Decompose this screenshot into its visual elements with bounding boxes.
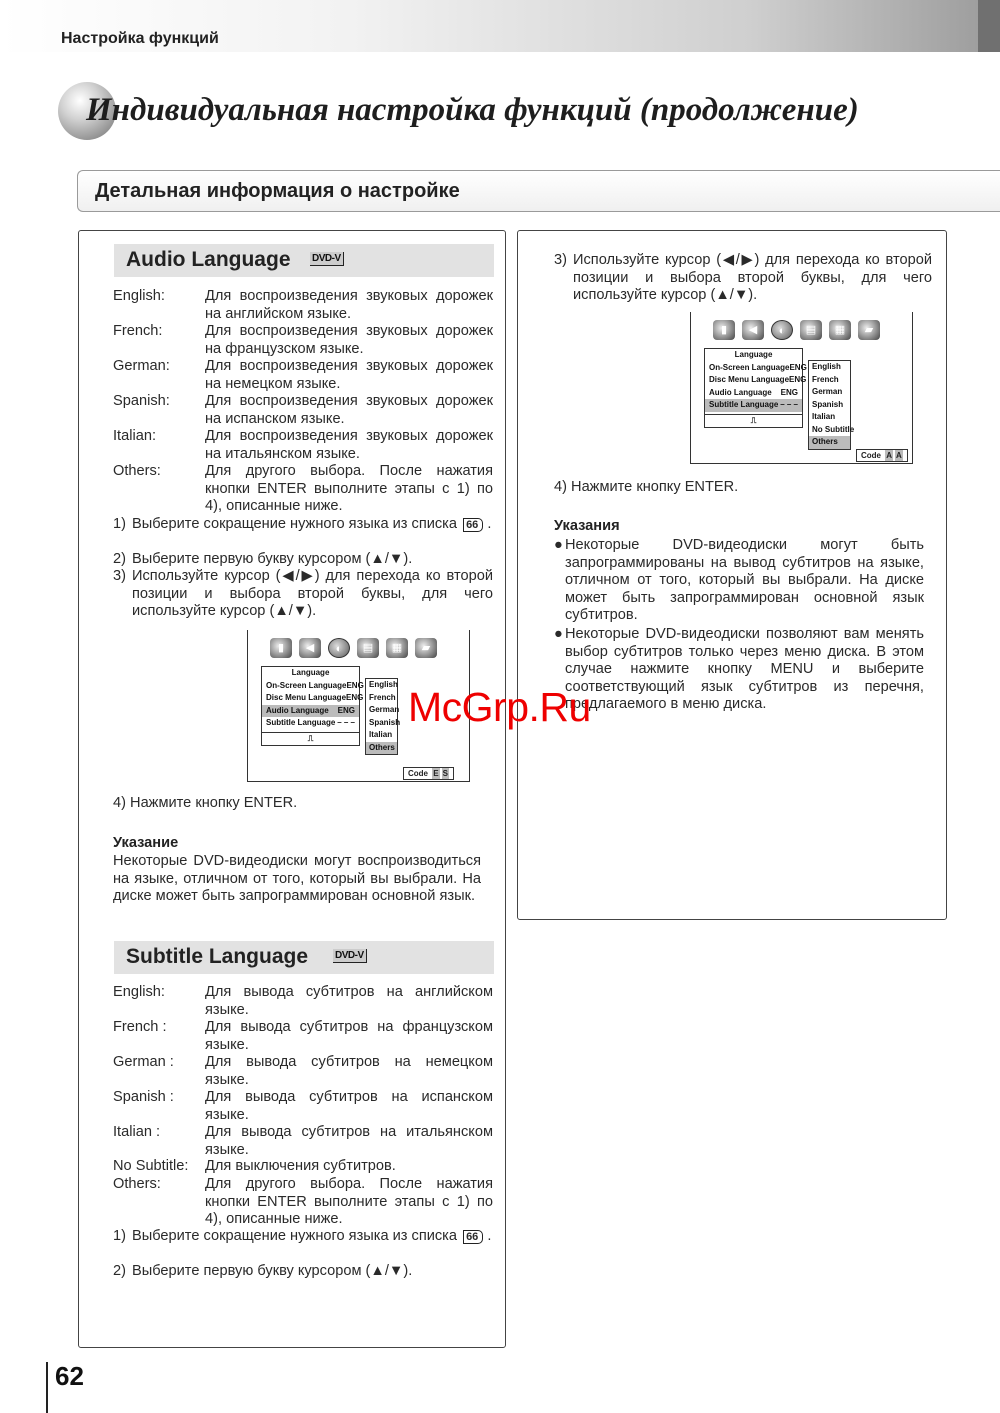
subtitle-option-description: Для другого выбора. После нажатия кнопки ENTER выполните этапы с 1) по 4), описанные ниже. bbox=[205, 1176, 493, 1227]
subtitle-option-term: French : bbox=[113, 1019, 167, 1035]
menu-header: Language bbox=[734, 350, 773, 359]
subtitle-step-2 bbox=[113, 1263, 493, 1281]
audio-option-term: French: bbox=[113, 323, 163, 339]
subtitle-option-term: English: bbox=[113, 984, 165, 1000]
audio-option-term: German: bbox=[113, 358, 170, 374]
step-text: Используйте курсор (◀/▶) для перехода ко второй позиции и выбора второй буквы, для чего используйте курсор (▲/▼). bbox=[132, 568, 493, 619]
menu-row-subtitle: Subtitle Language – – – bbox=[705, 399, 802, 412]
subtitle-option-description: Для вывода субтитров на итальянском языке. bbox=[205, 1124, 493, 1158]
step-number: 2) bbox=[113, 1263, 126, 1279]
menu-row-onscreen: On-Screen Language ENG bbox=[709, 362, 807, 372]
menu-icon-row bbox=[713, 320, 880, 340]
step-text: Выберите сокращение нужного языка из списка bbox=[132, 1228, 457, 1244]
subtitle-option-term: Italian : bbox=[113, 1124, 161, 1140]
right-note-2 bbox=[554, 626, 924, 714]
watermark: McGrp.Ru bbox=[408, 684, 591, 730]
step-number: 2) bbox=[113, 551, 126, 567]
subtitle-option-description: Для вывода субтитров на немецком языке. bbox=[205, 1054, 493, 1088]
language-submenu bbox=[704, 348, 807, 428]
step-number: 3) bbox=[554, 252, 567, 268]
menu-row-disc-menu: Disc Menu Language ENG bbox=[266, 693, 364, 702]
page-ref-icon: 66 bbox=[463, 518, 483, 532]
menu-icon-row bbox=[270, 638, 437, 658]
menu-option: English bbox=[812, 362, 841, 371]
subtitle-option-description: Для выключения субтитров. bbox=[205, 1158, 396, 1174]
menu-option: French bbox=[369, 692, 396, 702]
disc-icon: ◐ bbox=[328, 638, 350, 658]
menu-option: Others bbox=[809, 436, 850, 449]
menu-option: French bbox=[812, 374, 839, 384]
menu-option: Italian bbox=[369, 730, 393, 739]
bullet-icon: ● bbox=[554, 537, 563, 553]
subtitle-option-description: Для вывода субтитров на французском языке. bbox=[205, 1019, 493, 1053]
menu-option: Others bbox=[366, 742, 397, 755]
page-number-bar bbox=[46, 1362, 48, 1413]
page-number: 62 bbox=[55, 1361, 84, 1391]
display-icon: ▤ bbox=[800, 320, 822, 340]
header-edge bbox=[978, 0, 1000, 52]
step-text: Выберите первую букву курсором (▲/▼). bbox=[132, 551, 413, 567]
section-banner bbox=[77, 170, 1000, 212]
menu-footer-icon: ⎍ bbox=[705, 414, 802, 428]
audio-option-description: Для воспроизведения звуковых дорожек на итальянском языке. bbox=[205, 428, 493, 462]
audio-option-term: Others: bbox=[113, 463, 161, 479]
menu-option: Italian bbox=[812, 412, 836, 421]
page-ref-icon: 66 bbox=[463, 1230, 483, 1244]
picture-icon: ▮ bbox=[713, 320, 735, 340]
audio-option-description: Для воспроизведения звуковых дорожек на английском языке. bbox=[205, 288, 493, 322]
display-icon: ▤ bbox=[357, 638, 379, 658]
audio-step-1 bbox=[113, 516, 493, 534]
subtitle-option-term: Others: bbox=[113, 1176, 161, 1192]
code-box: Code A A bbox=[856, 449, 908, 462]
dvd-v-badge: DVD-V bbox=[310, 252, 344, 266]
setup-icon: ▰ bbox=[858, 320, 880, 340]
subtitle-option-description: Для вывода субтитров на английском языке. bbox=[205, 984, 493, 1018]
right-step-4: 4) Нажмите кнопку ENTER. bbox=[554, 479, 739, 495]
subtitle-option-description: Для вывода субтитров на испанском языке. bbox=[205, 1089, 493, 1123]
banner-text: Детальная информация о настройке bbox=[95, 180, 460, 202]
audio-language-heading bbox=[114, 244, 494, 277]
language-submenu bbox=[261, 666, 364, 746]
disc-icon: ◐ bbox=[771, 320, 793, 340]
step-text: Выберите сокращение нужного языка из списка bbox=[132, 516, 457, 532]
speaker-icon: ◀ bbox=[742, 320, 764, 340]
subtitle-language-heading bbox=[114, 941, 494, 974]
page-title: Индивидуальная настройка функций (продолжение) bbox=[86, 92, 859, 128]
audio-options-popup bbox=[365, 678, 401, 755]
right-notes-heading: Указания bbox=[554, 518, 620, 534]
note-text: Некоторые DVD-видеодиски позволяют вам менять выбор субтитров только через меню диска. В этом случае нажмите кнопку MENU и выберите соответствующий язык субтитров из перечня, предлагаемого в меню диска. bbox=[565, 626, 924, 712]
menu-row-onscreen: On-Screen Language ENG bbox=[266, 680, 364, 690]
right-step-3 bbox=[554, 252, 932, 305]
subtitle-menu-screenshot bbox=[690, 312, 913, 464]
step-number: 1) bbox=[113, 516, 126, 532]
menu-option: English bbox=[369, 680, 398, 689]
parental-icon: ▦ bbox=[386, 638, 408, 658]
menu-option: No Subtitle bbox=[812, 424, 855, 434]
audio-step-2 bbox=[113, 551, 493, 569]
step-number: 1) bbox=[113, 1228, 126, 1244]
note-text: Некоторые DVD-видеодиски могут быть запрограммированы на вывод субтитров на языке, отличном от того, который вы выбрали. На диске может быть запрограммирован основной язык субтитров. bbox=[565, 537, 924, 623]
audio-option-description: Для воспроизведения звуковых дорожек на немецком языке. bbox=[205, 358, 493, 392]
audio-option-term: English: bbox=[113, 288, 165, 304]
setup-icon: ▰ bbox=[415, 638, 437, 658]
audio-step-4: 4) Нажмите кнопку ENTER. bbox=[113, 795, 298, 811]
menu-row-audio: Audio Language ENG bbox=[709, 387, 798, 397]
audio-heading-text: Audio Language bbox=[126, 248, 291, 271]
subtitle-options-popup bbox=[808, 360, 855, 450]
menu-footer-icon: ⎍ bbox=[262, 732, 359, 746]
audio-option-term: Italian: bbox=[113, 428, 156, 444]
audio-option-description: Для воспроизведения звуковых дорожек на испанском языке. bbox=[205, 393, 493, 427]
menu-option: German bbox=[369, 705, 400, 714]
picture-icon: ▮ bbox=[270, 638, 292, 658]
step-tail: . bbox=[483, 1228, 492, 1244]
audio-note-heading: Указание bbox=[113, 835, 179, 851]
menu-header: Language bbox=[291, 668, 330, 677]
audio-step-3 bbox=[113, 568, 493, 621]
menu-row-disc-menu: Disc Menu Language ENG bbox=[709, 375, 807, 384]
menu-option: German bbox=[812, 387, 843, 396]
audio-option-term: Spanish: bbox=[113, 393, 170, 409]
bullet-icon: ● bbox=[554, 626, 563, 642]
subtitle-step-1 bbox=[113, 1228, 493, 1246]
dvd-v-badge: DVD-V bbox=[333, 949, 367, 963]
menu-option: Spanish bbox=[369, 717, 401, 727]
audio-note-text: Некоторые DVD-видеодиски могут воспроизводиться на языке, отличном от того, который вы выбрали. На диске может быть запрограммирован основной язык. bbox=[113, 853, 481, 904]
step-text: Используйте курсор (◀/▶) для перехода ко второй позиции и выбора второй буквы, для чего используйте курсор (▲/▼). bbox=[573, 252, 932, 303]
subtitle-option-term: No Subtitle: bbox=[113, 1158, 189, 1174]
audio-option-description: Для воспроизведения звуковых дорожек на французском языке. bbox=[205, 323, 493, 357]
audio-option-description: Для другого выбора. После нажатия кнопки ENTER выполните этапы с 1) по 4), описанные ниже. bbox=[205, 463, 493, 514]
subtitle-heading-text: Subtitle Language bbox=[126, 945, 309, 968]
step-text: Выберите первую букву курсором (▲/▼). bbox=[132, 1263, 413, 1279]
speaker-icon: ◀ bbox=[299, 638, 321, 658]
menu-row-subtitle: Subtitle Language – – – bbox=[266, 718, 355, 727]
menu-option: Spanish bbox=[812, 399, 844, 409]
parental-icon: ▦ bbox=[829, 320, 851, 340]
section-label: Настройка функций bbox=[61, 30, 219, 47]
right-note-1 bbox=[554, 537, 924, 625]
step-tail: . bbox=[483, 516, 492, 532]
subtitle-option-term: Spanish : bbox=[113, 1089, 174, 1105]
menu-row-audio: Audio Language ENG bbox=[262, 705, 359, 718]
subtitle-option-term: German : bbox=[113, 1054, 174, 1070]
code-box: Code E S bbox=[403, 767, 454, 780]
step-number: 3) bbox=[113, 568, 126, 584]
